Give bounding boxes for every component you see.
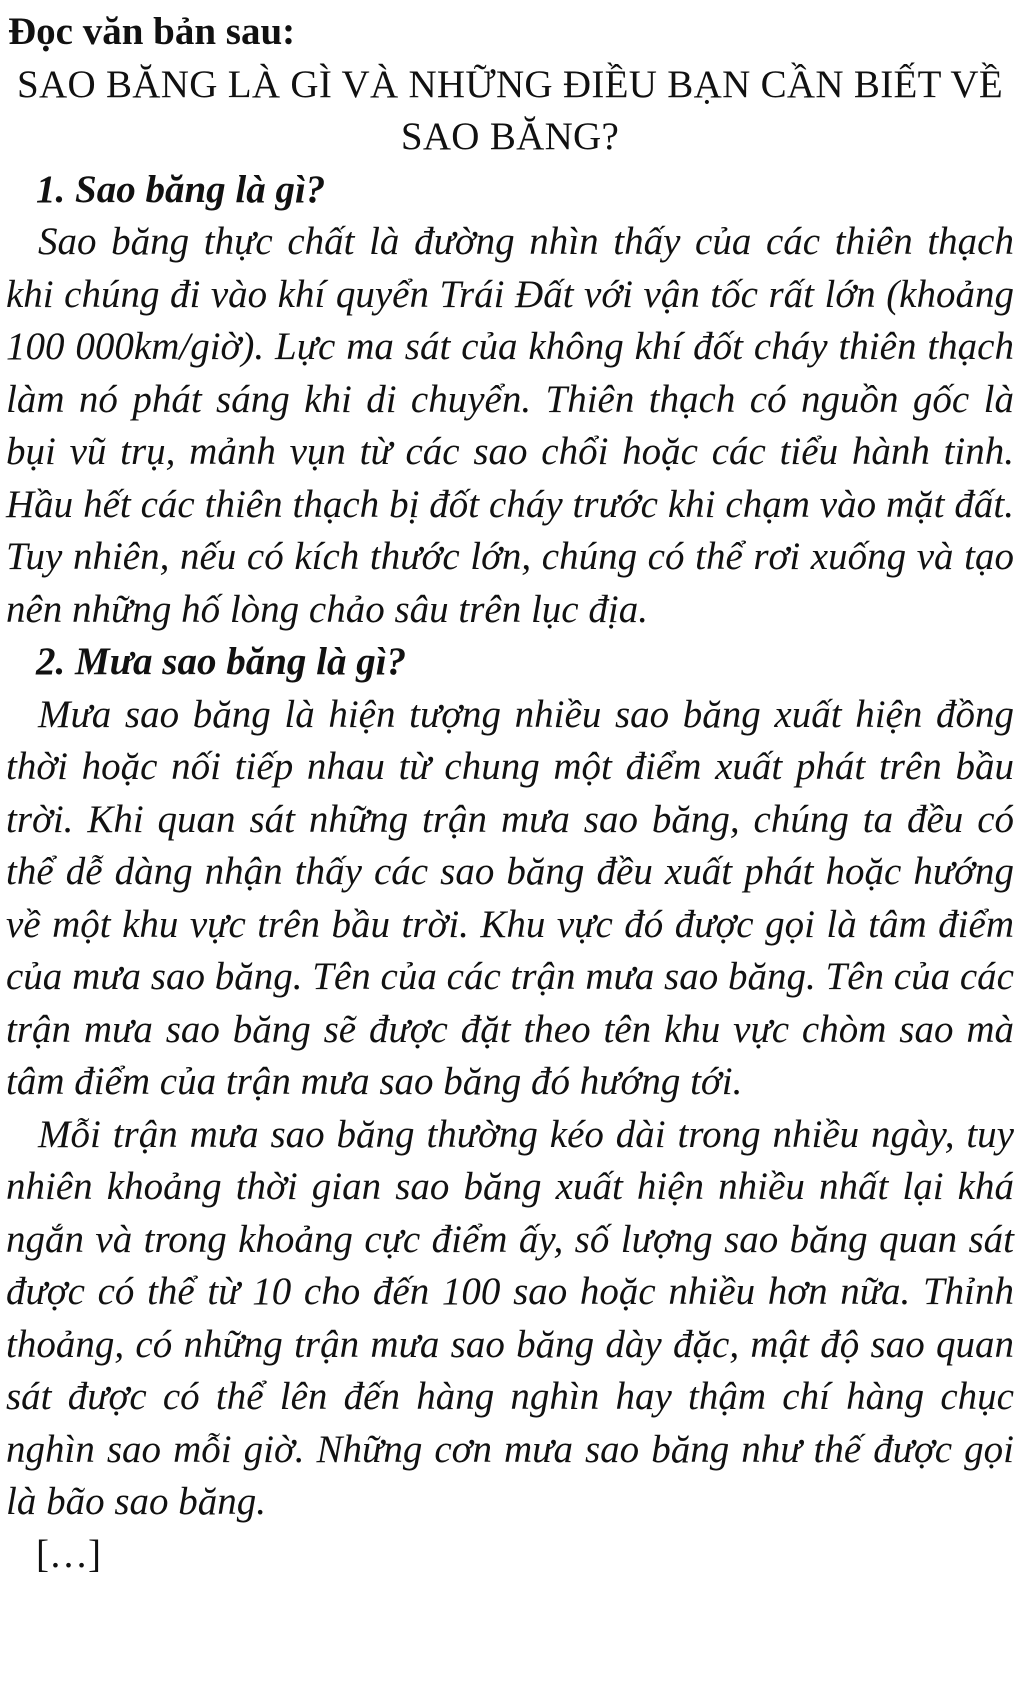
section-2-paragraph-1: Mưa sao băng là hiện tượng nhiều sao băng xuất hiện đồng thời hoặc nối tiếp nhau từ chung một điểm xuất phát trên bầu trời. Khi quan sát những trận mưa sao băng, chúng ta đều có thể dễ dàng nhận thấy các sao băng đều xuất phát hoặc hướng về một khu vực trên bầu trời. Khu vực đó được gọi là tâm điểm của mưa sao băng. Tên của các trận mưa sao băng. Tên của các trận mưa sao băng sẽ được đặt theo tên khu vực chòm sao mà tâm điểm của trận mưa sao băng đó hướng tới. — [6, 692, 1014, 1103]
article-title: SAO BĂNG LÀ GÌ VÀ NHỮNG ĐIỀU BẠN CẦN BIẾT VỀ SAO BĂNG? — [17, 62, 1003, 158]
reading-instruction: Đọc văn bản sau: — [8, 10, 296, 53]
section-2-paragraph-2: Mỗi trận mưa sao băng thường kéo dài trong nhiều ngày, tuy nhiên khoảng thời gian sao băng xuất hiện nhiều nhất lại khá ngắn và trong khoảng cực điểm ấy, số lượng sao băng quan sát được có thể từ 10 cho đến 100 sao hoặc nhiều hơn nữa. Thỉnh thoảng, có những trận mưa sao băng dày đặc, mật độ sao quan sát được có thể lên đến hàng nghìn hay thậm chí hàng chục nghìn sao mỗi giờ. Những cơn mưa sao băng như thế được gọi là bão sao băng. — [6, 1112, 1014, 1523]
section-1-paragraph: Sao băng thực chất là đường nhìn thấy của các thiên thạch khi chúng đi vào khí quyển Trái Đất với vận tốc rất lớn (khoảng 100 000km/giờ). Lực ma sát của không khí đốt cháy thiên thạch làm nó phát sáng khi di chuyển. Thiên thạch có nguồn gốc là bụi vũ trụ, mảnh vụn từ các sao chổi hoặc các tiểu hành tinh. Hầu hết các thiên thạch bị đốt cháy trước khi chạm vào mặt đất. Tuy nhiên, nếu có kích thước lớn, chúng có thể rơi xuống và tạo nên những hố lòng chảo sâu trên lục địa. — [6, 220, 1014, 631]
section-2-heading: 2. Mưa sao băng là gì? — [36, 640, 407, 683]
section-1-heading: 1. Sao băng là gì? — [36, 167, 326, 211]
omission-marker: […] — [36, 1532, 101, 1576]
